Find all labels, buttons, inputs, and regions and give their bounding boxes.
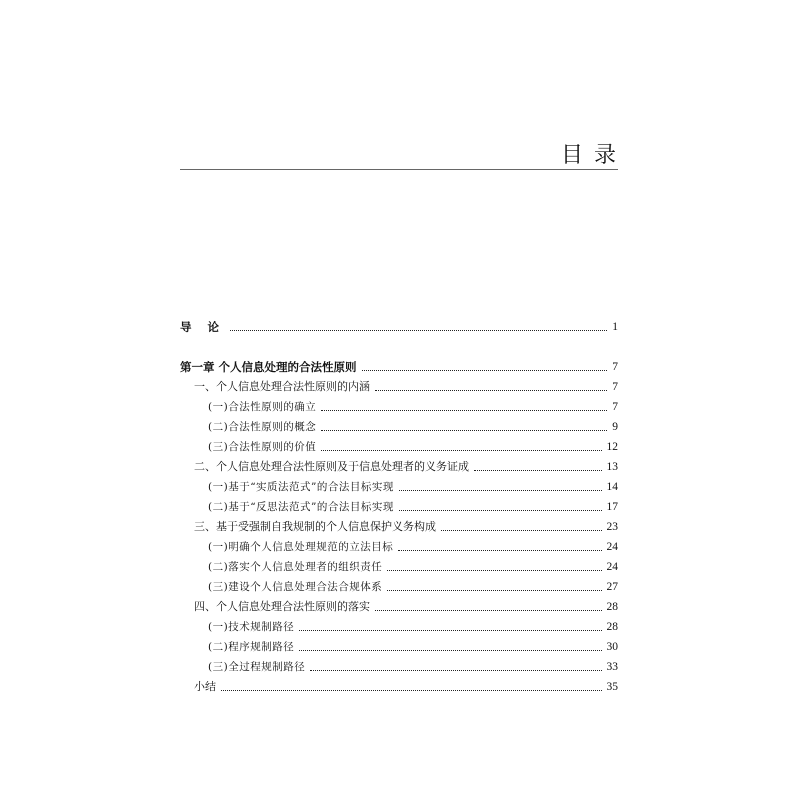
toc-entry-title: (三)全过程规制路径 [208, 661, 306, 673]
dot-leader [321, 450, 601, 451]
toc-entry-page: 7 [612, 361, 618, 373]
toc-entry-title: (二)程序规制路径 [208, 641, 295, 653]
toc-entry-page: 14 [606, 481, 618, 493]
toc-entry-title: 导 论 [180, 320, 226, 334]
dot-leader [362, 370, 608, 371]
dot-leader [441, 530, 602, 531]
toc-entry-page: 28 [606, 621, 618, 633]
toc-entry-title: (三)合法性原则的价值 [208, 441, 317, 453]
toc-entry-page: 35 [606, 681, 618, 693]
toc-entry-section-1[interactable] [180, 376, 618, 394]
dot-leader [321, 410, 607, 411]
toc-entry-page: 33 [606, 661, 618, 673]
toc-entry-subsection[interactable] [180, 656, 618, 674]
toc-entry-chapter-1[interactable] [180, 356, 618, 374]
toc-entry-subsection[interactable] [180, 556, 618, 574]
toc-entry-page: 23 [606, 521, 618, 533]
toc-entry-page: 30 [606, 641, 618, 653]
toc-entry-subsection[interactable] [180, 396, 618, 414]
dot-leader [321, 430, 607, 431]
toc-entry-subsection[interactable] [180, 576, 618, 594]
toc-heading: 目 录 [561, 143, 618, 168]
dot-leader [230, 330, 607, 331]
toc-entry-summary[interactable] [180, 676, 618, 694]
toc-entry-title: 小结 [194, 680, 216, 693]
toc-entry-page: 27 [606, 581, 618, 593]
dot-leader [399, 510, 602, 511]
toc-entry-subsection[interactable] [180, 436, 618, 454]
dot-leader [375, 390, 607, 391]
dot-leader [474, 470, 602, 471]
toc-entry-subsection[interactable] [180, 536, 618, 554]
toc-entry-subsection[interactable] [180, 496, 618, 514]
dot-leader [398, 550, 601, 551]
toc-entry-page: 7 [612, 401, 618, 413]
toc-entry-title: (一)明确个人信息处理规范的立法目标 [208, 541, 394, 553]
toc-entry-title: (二)基于“反思法范式”的合法目标实现 [208, 501, 394, 513]
toc-entry-page: 1 [612, 321, 618, 333]
toc-entry-section-2[interactable] [180, 456, 618, 474]
toc-entry-title: (二)合法性原则的概念 [208, 421, 317, 433]
toc-entry-title: (二)落实个人信息处理者的组织责任 [208, 561, 383, 573]
toc-entry-intro[interactable] [180, 316, 618, 334]
toc-entry-title: 第一章 个人信息处理的合法性原则 [180, 360, 357, 374]
dot-leader [299, 630, 601, 631]
toc-entry-subsection[interactable] [180, 476, 618, 494]
toc-entry-page: 9 [612, 421, 618, 433]
dot-leader [310, 670, 601, 671]
toc-entry-page: 28 [606, 601, 618, 613]
toc-entry-page: 7 [612, 381, 618, 393]
toc-entry-page: 12 [606, 441, 618, 453]
dot-leader [387, 570, 601, 571]
toc-entry-section-3[interactable] [180, 516, 618, 534]
toc-entry-title: (一)合法性原则的确立 [208, 401, 317, 413]
dot-leader [375, 610, 602, 611]
toc-entry-title: 四、个人信息处理合法性原则的落实 [194, 600, 370, 613]
toc-entry-page: 24 [606, 541, 618, 553]
toc-entry-subsection[interactable] [180, 416, 618, 434]
toc-entry-title: (三)建设个人信息处理合法合规体系 [208, 581, 383, 593]
heading-rule [180, 169, 618, 170]
toc-entry-title: 一、个人信息处理合法性原则的内涵 [194, 380, 370, 393]
toc-entry-title: 三、基于受强制自我规制的个人信息保护义务构成 [194, 520, 436, 533]
toc-entry-page: 24 [606, 561, 618, 573]
dot-leader [399, 490, 602, 491]
dot-leader [221, 690, 602, 691]
dot-leader [299, 650, 601, 651]
toc-entry-title: (一)基于“实质法范式”的合法目标实现 [208, 481, 394, 493]
toc-entry-subsection[interactable] [180, 616, 618, 634]
toc-entry-page: 13 [606, 461, 618, 473]
toc-entry-title: 二、个人信息处理合法性原则及于信息处理者的义务证成 [194, 460, 469, 473]
toc-entry-page: 17 [606, 501, 618, 513]
toc-entry-title: (一)技术规制路径 [208, 621, 295, 633]
dot-leader [387, 590, 601, 591]
toc-entry-section-4[interactable] [180, 596, 618, 614]
toc-entry-subsection[interactable] [180, 636, 618, 654]
